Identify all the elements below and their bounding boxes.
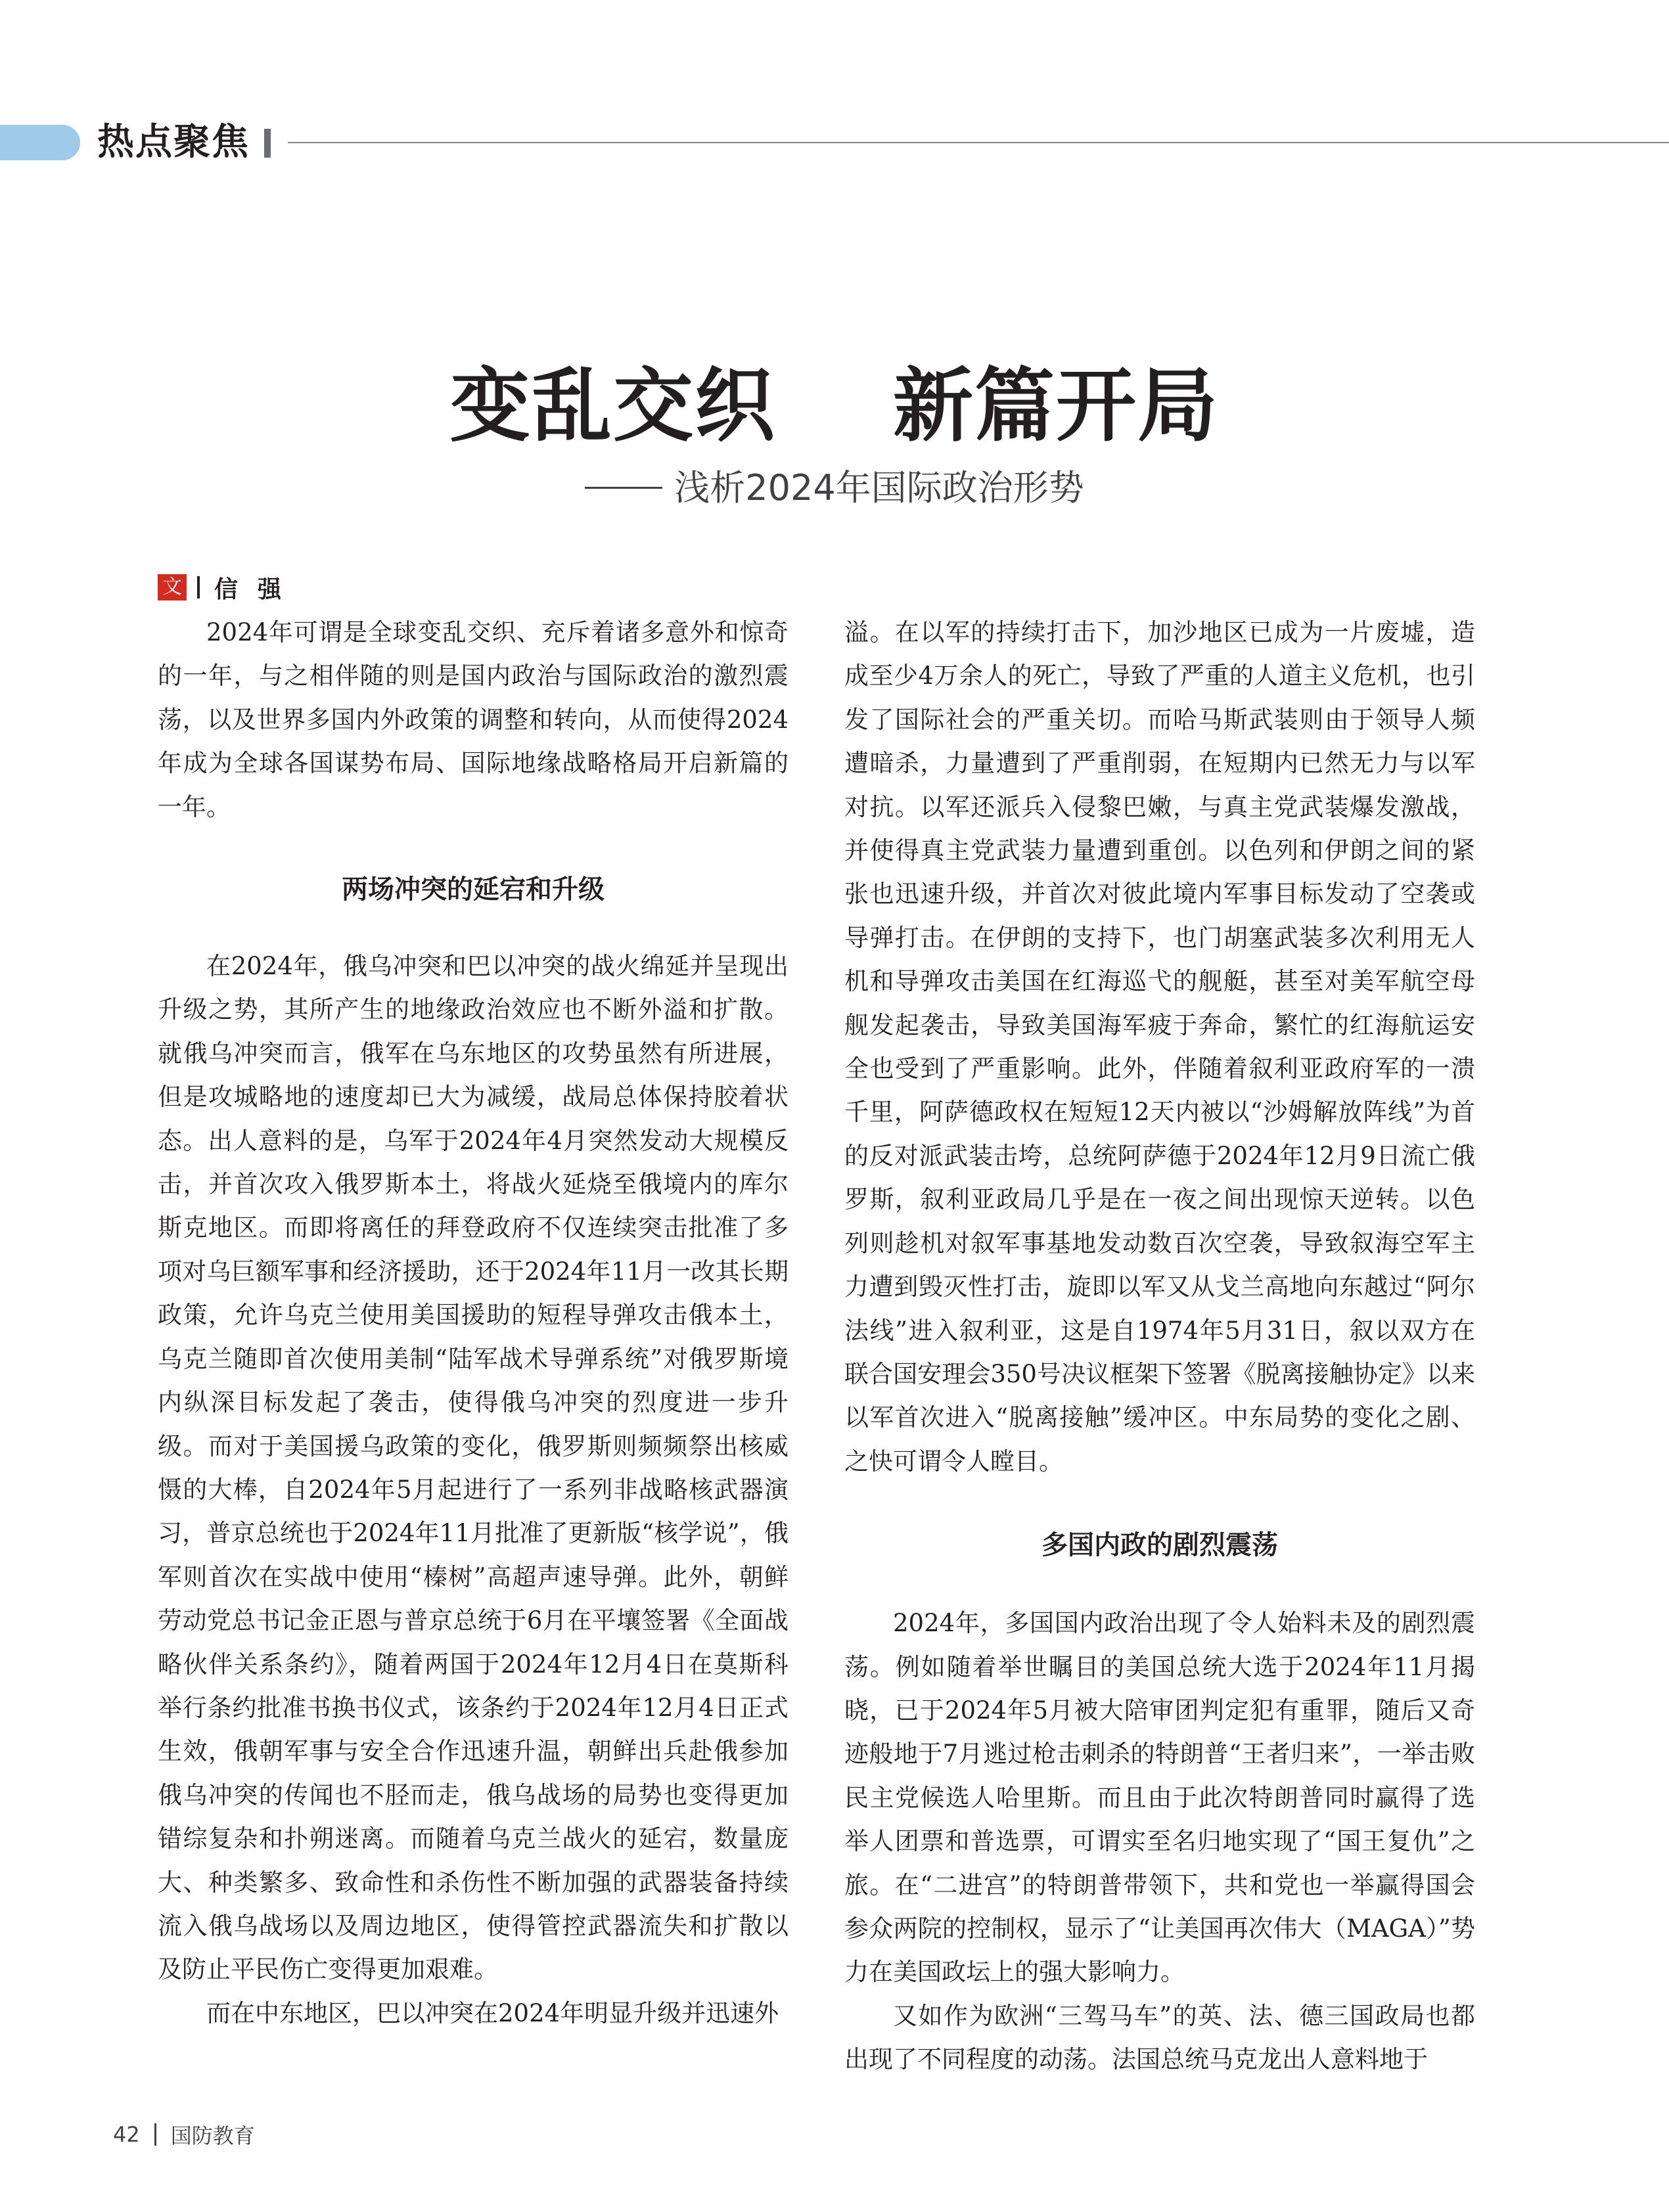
page-footer <box>113 2119 255 2150</box>
left-column <box>158 611 789 2035</box>
byline-divider <box>197 576 200 598</box>
section-label-divider <box>264 129 271 158</box>
header-rule <box>288 142 1669 143</box>
body-paragraph: 溢。在以军的持续打击下，加沙地区已成为一片废墟，造成至少4万余人的死亡，导致了严重的人道主义危机，也引发了国际社会的严重关切。而哈马斯武装则由于领导人频遭暗杀，力量遭到了严重削弱，在短期内已然无力与以军对抗。以军还派兵入侵黎巴嫩，与真主党武装爆发激战，并使得真主党武装力量遭到重创。以色列和伊朗之间的紧张也迅速升级，并首次对彼此境内军事目标发动了空袭或导弹打击。在伊朗的支持下，也门胡塞武装多次利用无人机和导弹攻击美国在红海巡弋的舰艇，甚至对美军航空母舰发起袭击，导致美国海军疲于奔命，繁忙的红海航运安全也受到了严重影响。此外，伴随着叙利亚政府军的一溃千里，阿萨德政权在短短12天内被以“沙姆解放阵线”为首的反对派武装击垮，总统阿萨德于2024年12月9日流亡俄罗斯，叙利亚政局几乎是在一夜之间出现惊天逆转。以色列则趁机对叙军事基地发动数百次空袭，导致叙海空军主力遭到毁灭性打击，旋即以军又从戈兰高地向东越过“阿尔法线”进入叙利亚，这是自1974年5月31日，叙以双方在联合国安理会350号决议框架下签署《脱离接触协定》以来以军首次进入“脱离接触”缓冲区。中东局势的变化之剧、之快可谓令人瞠目。 <box>844 618 1475 1476</box>
section-tab-decoration <box>0 125 80 160</box>
publication-name: 国防教育 <box>170 2123 255 2148</box>
article-subtitle-line <box>0 465 1669 511</box>
footer-divider <box>154 2123 156 2146</box>
intro-paragraph: 2024年可谓是全球变乱交织、充斥着诸多意外和惊奇的一年，与之相伴随的则是国内政治与国际政治的激烈震荡，以及世界多国内外政策的调整和转向，从而使得2024年成为全球各国谋势布局、国际地缘战略格局开启新篇的一年。 <box>158 618 789 821</box>
byline-badge: 文 <box>158 574 187 600</box>
body-paragraph: 又如作为欧洲“三驾马车”的英、法、德三国政局也都出现了不同程度的动荡。法国总统马克龙出人意料地于 <box>844 2001 1475 2074</box>
section-label: 热点聚焦 <box>97 121 250 164</box>
body-paragraph: 2024年，多国国内政治出现了令人始料未及的剧烈震荡。例如随着举世瞩目的美国总统大选于2024年11月揭晓，已于2024年5月被大陪审团判定犯有重罪，随后又奇迹般地于7月逃过枪击刺杀的特朗普“王者归来”，一举击败民主党候选人哈里斯。而且由于此次特朗普同时赢得了选举人团票和普选票，可谓实至名归地实现了“国王复仇”之旅。在“二进宫”的特朗普带领下，共和党也一举赢得国会参众两院的控制权，显示了“让美国再次伟大（MAGA）”势力在美国政坛上的强大影响力。 <box>844 1609 1475 1987</box>
body-paragraph: 在2024年，俄乌冲突和巴以冲突的战火绵延并呈现出升级之势，其所产生的地缘政治效应也不断外溢和扩散。就俄乌冲突而言，俄军在乌东地区的攻势虽然有所进展，但是攻城略地的速度却已大为减缓，战局总体保持胶着状态。出人意料的是，乌军于2024年4月突然发动大规模反击，并首次攻入俄罗斯本土，将战火延烧至俄境内的库尔斯克地区。而即将离任的拜登政府不仅连续突击批准了多项对乌巨额军事和经济援助，还于2024年11月一改其长期政策，允许乌克兰使用美国援助的短程导弹攻击俄本土，乌克兰随即首次使用美制“陆军战术导弹系统”对俄罗斯境内纵深目标发起了袭击，使得俄乌冲突的烈度进一步升级。而对于美国援乌政策的变化，俄罗斯则频频祭出核威慑的大棒，自2024年5月起进行了一系列非战略核武器演习，普京总统也于2024年11月批准了更新版“核学说”，俄军则首次在实战中使用“榛树”高超声速导弹。此外，朝鲜劳动党总书记金正恩与普京总统于6月在平壤签署《全面战略伙伴关系条约》，随着两国于2024年12月4日在莫斯科举行条约批准书换书仪式，该条约于2024年12月4日正式生效，俄朝军事与安全合作迅速升温，朝鲜出兵赴俄参加俄乌冲突的传闻也不胫而走，俄乌战场的局势也变得更加错综复杂和扑朔迷离。而随着乌克兰战火的延宕，数量庞大、种类繁多、致命性和杀伤性不断加强的武器装备持续流入俄乌战场以及周边地区，使得管控武器流失和扩散以及防止平民伤亡变得更加艰难。 <box>158 952 789 1984</box>
article-title: 变乱交织 新篇开局 <box>450 359 1219 453</box>
section-heading: 多国内政的剧烈震荡 <box>1041 1530 1278 1561</box>
byline <box>158 572 301 603</box>
article-subtitle: 浅析2024年国际政治形势 <box>674 467 1084 508</box>
body-paragraph: 而在中东地区，巴以冲突在2024年明显升级并迅速外 <box>206 1998 779 2027</box>
page-number: 42 <box>113 2122 140 2147</box>
author-name: 信强 <box>214 576 302 603</box>
right-column <box>844 611 1475 2082</box>
subtitle-dash <box>585 487 662 489</box>
section-heading: 两场冲突的延宕和升级 <box>342 874 605 905</box>
